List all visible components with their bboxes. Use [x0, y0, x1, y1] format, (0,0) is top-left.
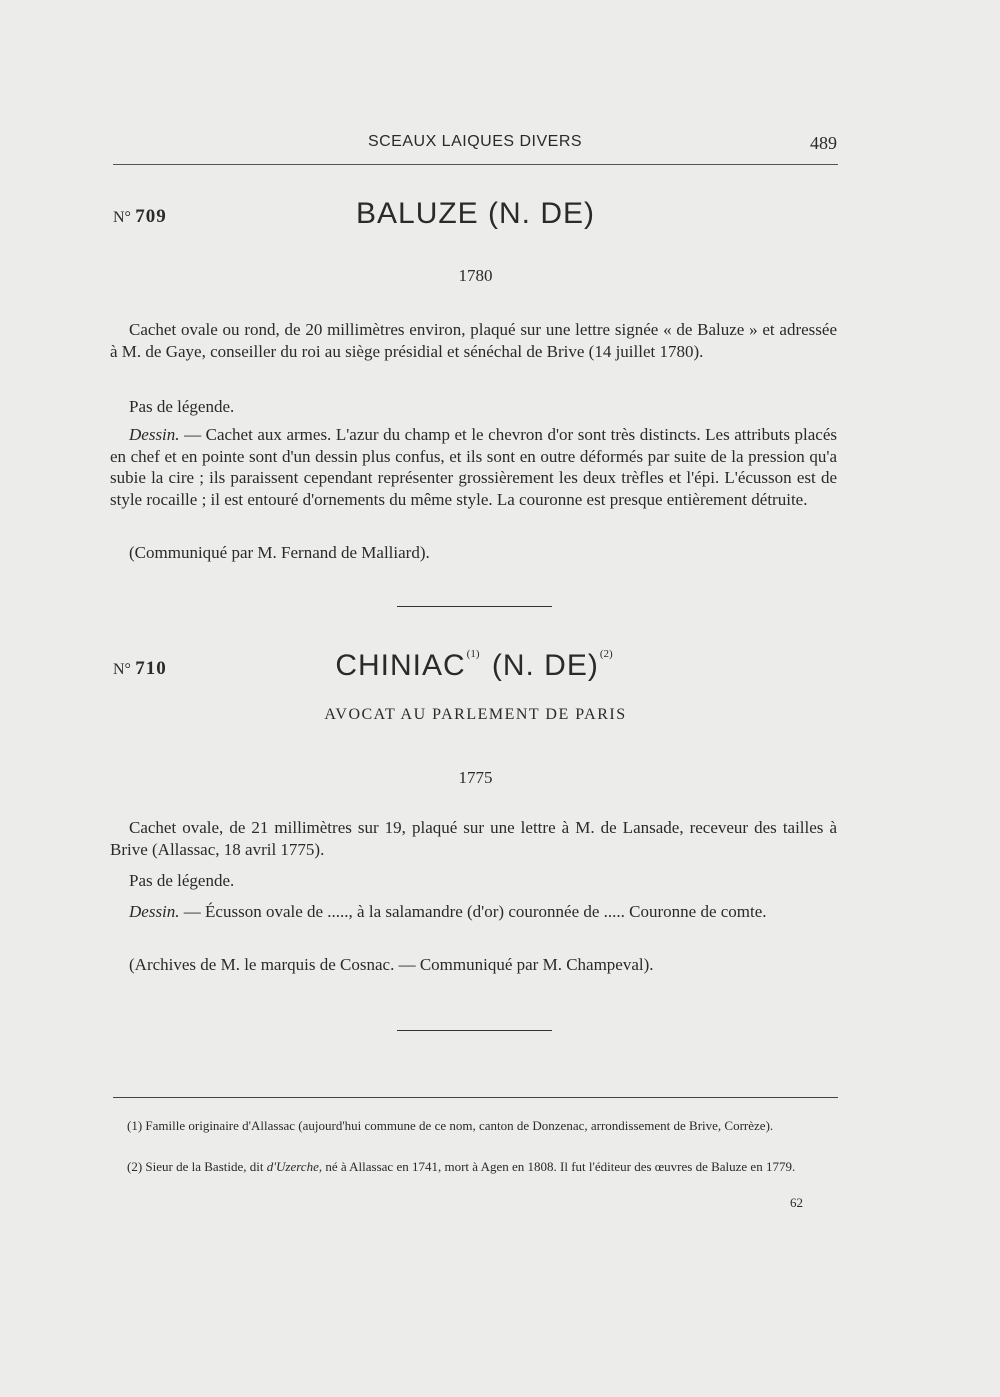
design-text: — Écusson ovale de ....., à la salamandre (d'or) couronnée de ..... Couronne de comte. [179, 902, 767, 921]
page-number: 489 [810, 133, 837, 153]
title-name: CHINIAC [335, 649, 466, 682]
footnote-2-italic: d'Uzerche [266, 1159, 319, 1174]
entry-710-source: (Archives de M. le marquis de Cosnac. — Communiqué par M. Champeval). [129, 955, 654, 974]
header-rule [113, 164, 838, 165]
footnote-2-text: (2) Sieur de la Bastide, dit [127, 1159, 267, 1174]
entry-number-prefix: N° [113, 661, 131, 678]
signature-mark: 62 [790, 1195, 803, 1210]
entry-710-legend: Pas de légende. [129, 871, 235, 890]
entry-year-709: 1780 [458, 266, 493, 285]
entry-year-710: 1775 [458, 768, 493, 787]
footnote-1: (1) Famille originaire d'Allassac (aujourd'hui commune de ce nom, canton de Donzenac, arrondissement de Brive, Corrèze). [127, 1118, 774, 1133]
footnote-2-text-end: , né à Allassac en 1741, mort à Agen en 1808. Il fut l'éditeur des œuvres de Baluze en 1779. [318, 1159, 796, 1174]
entry-number-prefix: N° [113, 209, 131, 226]
entry-title-baluze: BALUZE (N. DE) [355, 197, 596, 230]
entry-710-design [110, 901, 837, 923]
running-title: SCEAUX LAIQUES DIVERS [367, 133, 583, 150]
entry-709-source: (Communiqué par M. Fernand de Malliard). [129, 543, 430, 562]
entry-number-digits: 709 [135, 206, 167, 227]
entry-709-design [110, 424, 837, 510]
entry-subtitle: AVOCAT AU PARLEMENT DE PARIS [324, 706, 627, 723]
entry-709-legend: Pas de légende. [129, 397, 235, 416]
footnote-ref-1: (1) [466, 648, 480, 660]
running-head [113, 133, 837, 155]
entry-number-digits: 710 [135, 658, 167, 679]
design-text: — Cachet aux armes. L'azur du champ et le chevron d'or sont très distincts. Les attributs placés en chef et en pointe sont d'un dessin plus confus, et ils sont en outre déformés par suite de la pression qu'a subie la cire ; ils paraissent cependant représenter grossièrement les deux trèfles et l'épi. L'écusson est de style rocaille ; il est entouré d'ornements du même style. La couronne est presque entièrement détruite. [110, 425, 837, 509]
entry-title-chiniac [113, 648, 838, 683]
design-label: Dessin. [129, 902, 180, 921]
footnote-ref-2: (2) [599, 648, 613, 660]
title-qualifier: (N. DE) [491, 649, 599, 682]
section-separator [397, 1030, 552, 1031]
design-label: Dessin. [129, 425, 180, 444]
footnote-rule [113, 1097, 838, 1098]
footnote-2 [113, 1157, 838, 1176]
section-separator [397, 606, 552, 607]
entry-710-description: Cachet ovale, de 21 millimètres sur 19, plaqué sur une lettre à M. de Lansade, receveur des tailles à Brive (Allassac, 18 avril 1775). [110, 818, 837, 859]
entry-709-description: Cachet ovale ou rond, de 20 millimètres environ, plaqué sur une lettre signée « de Baluze » et adressée à M. de Gaye, conseiller du roi au siège présidial et sénéchal de Brive (14 juillet 1780). [110, 320, 837, 361]
